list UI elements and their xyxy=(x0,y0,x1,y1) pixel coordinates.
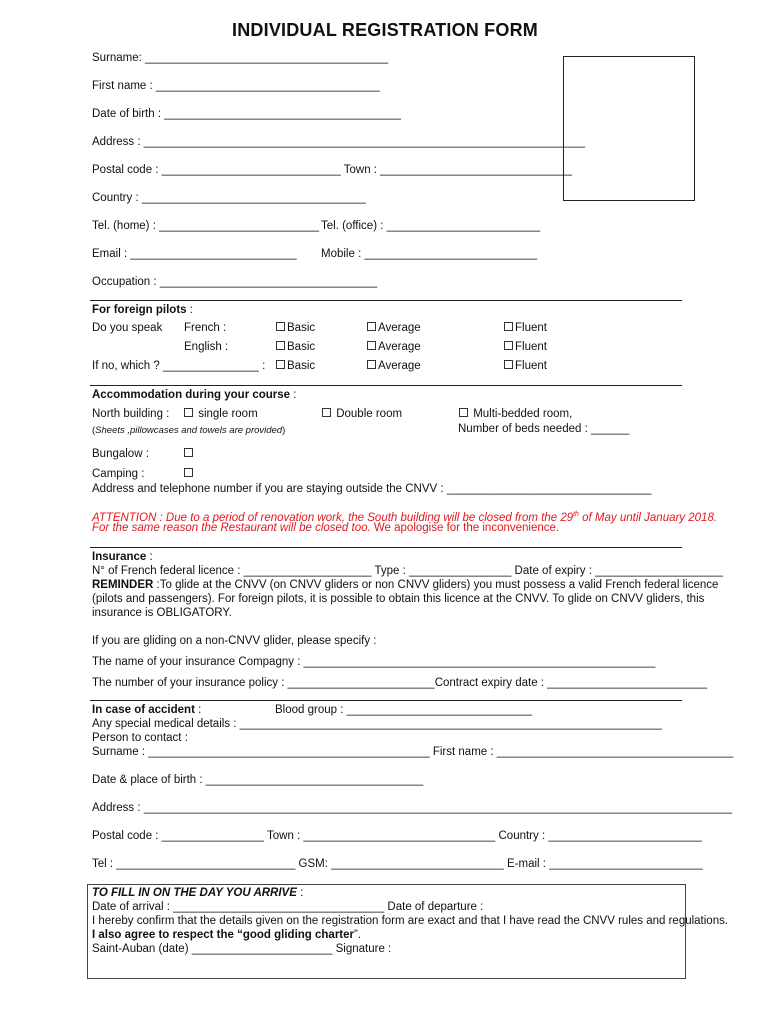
divider xyxy=(90,300,682,301)
contact-dob-field[interactable]: Date & place of birth : __________________________________ xyxy=(92,774,424,786)
checkbox-icon[interactable] xyxy=(367,341,376,350)
mobile-field[interactable]: Mobile : ___________________________ xyxy=(321,248,538,260)
outside-address-field[interactable]: Address and telephone number if you are staying outside the CNVV : ________________________________ xyxy=(92,483,652,495)
double-room-checkbox[interactable]: Double room xyxy=(322,408,402,421)
accommodation-heading: Accommodation during your course : xyxy=(92,389,297,401)
north-building-label: North building : xyxy=(92,408,170,420)
checkbox-icon[interactable] xyxy=(184,408,193,417)
divider xyxy=(90,385,682,386)
confirmation-text: I hereby confirm that the details given on the registration form are exact and that I have read the CNVV rules and regulations. xyxy=(92,915,729,927)
medical-details-field[interactable]: Any special medical details : __________________________________________________________________ xyxy=(92,718,662,730)
checkbox-icon[interactable] xyxy=(504,341,513,350)
checkbox-icon[interactable] xyxy=(504,322,513,331)
camping-label: Camping : xyxy=(92,468,145,480)
surname-field[interactable]: Surname: ______________________________________ xyxy=(92,52,389,64)
blood-group-field[interactable]: Blood group : _____________________________ xyxy=(275,704,533,716)
other-average-checkbox[interactable]: Average xyxy=(367,360,421,373)
checkbox-icon[interactable] xyxy=(504,360,513,369)
reminder-text-3: insurance is OBLIGATORY. xyxy=(92,607,232,619)
restaurant-notice: For the same reason the Restaurant will be closed too. We apologise for the inconvenience. xyxy=(92,522,560,534)
single-room-checkbox[interactable]: single room xyxy=(184,408,258,421)
beds-needed-field[interactable]: Number of beds needed : ______ xyxy=(458,423,630,435)
camping-checkbox[interactable] xyxy=(184,468,195,481)
contact-label: Person to contact : xyxy=(92,732,188,744)
bungalow-label: Bungalow : xyxy=(92,448,149,460)
sheets-note: (Sheets ,pillowcases and towels are provided) xyxy=(92,425,286,436)
first-name-field[interactable]: First name : ___________________________________ xyxy=(92,80,380,92)
divider xyxy=(90,547,682,548)
arrival-heading: TO FILL IN ON THE DAY YOU ARRIVE : xyxy=(92,887,304,899)
foreign-pilots-heading: For foreign pilots : xyxy=(92,304,193,316)
attention-notice: ATTENTION : Due to a period of renovation work, the South building will be closed from the 29th of May until January 2018. xyxy=(92,511,718,524)
non-cnvv-label: If you are gliding on a non-CNVV glider, please specify : xyxy=(92,635,377,647)
other-fluent-checkbox[interactable]: Fluent xyxy=(504,360,547,373)
french-label: French : xyxy=(184,322,227,334)
checkbox-icon[interactable] xyxy=(367,360,376,369)
address-field[interactable]: Address : _____________________________________________________________________ xyxy=(92,136,586,148)
multi-bedded-checkbox[interactable]: Multi-bedded room, xyxy=(459,408,572,421)
reminder-text-2: (pilots and passengers). For foreign pilots, it is possible to obtain this licence at the CNVV. To glide on CNVV gliders, this xyxy=(92,593,705,605)
reminder-text: REMINDER :To glide at the CNVV (on CNVV gliders or non CNVV gliders) you must possess a valid French federal licence xyxy=(92,579,719,591)
checkbox-icon[interactable] xyxy=(322,408,331,417)
other-language-field[interactable]: If no, which ? _______________ : xyxy=(92,360,266,372)
charter-agreement: I also agree to respect the “good gliding charter”. xyxy=(92,929,362,941)
checkbox-icon[interactable] xyxy=(276,341,285,350)
tel-home-field[interactable]: Tel. (home) : _________________________ xyxy=(92,220,319,232)
licence-field[interactable]: N° of French federal licence : ____________________ Type : ________________ Date of expiry : ____________________ xyxy=(92,565,724,577)
insurance-company-field[interactable]: The name of your insurance Compagny : _______________________________________________________ xyxy=(92,656,656,668)
french-fluent-checkbox[interactable]: Fluent xyxy=(504,322,547,335)
arrival-dates-field[interactable]: Date of arrival : _________________________________ Date of departure : xyxy=(92,901,484,913)
checkbox-icon[interactable] xyxy=(184,468,193,477)
insurance-heading: Insurance : xyxy=(92,551,153,563)
english-basic-checkbox[interactable]: Basic xyxy=(276,341,315,354)
english-label: English : xyxy=(184,341,229,353)
french-average-checkbox[interactable]: Average xyxy=(367,322,421,335)
occupation-field[interactable]: Occupation : __________________________________ xyxy=(92,276,378,288)
english-average-checkbox[interactable]: Average xyxy=(367,341,421,354)
checkbox-icon[interactable] xyxy=(184,448,193,457)
contact-name-field[interactable]: Surname : ____________________________________________ First name : _____________________________________ xyxy=(92,746,734,758)
tel-office-field[interactable]: Tel. (office) : ________________________ xyxy=(321,220,541,232)
checkbox-icon[interactable] xyxy=(367,322,376,331)
contact-postal-field[interactable]: Postal code : ________________ Town : ______________________________ Country : ________________________ xyxy=(92,830,702,842)
bungalow-checkbox[interactable] xyxy=(184,448,195,461)
checkbox-icon[interactable] xyxy=(276,360,285,369)
accident-heading: In case of accident : xyxy=(92,704,202,716)
form-title: INDIVIDUAL REGISTRATION FORM xyxy=(232,20,538,40)
postal-town-field[interactable]: Postal code : ____________________________ Town : ______________________________ xyxy=(92,164,573,176)
country-field[interactable]: Country : ___________________________________ xyxy=(92,192,366,204)
checkbox-icon[interactable] xyxy=(276,322,285,331)
contact-tel-field[interactable]: Tel : ____________________________ GSM: ___________________________ E-mail : ________________________ xyxy=(92,858,703,870)
email-field[interactable]: Email : __________________________ xyxy=(92,248,297,260)
other-basic-checkbox[interactable]: Basic xyxy=(276,360,315,373)
signature-field[interactable]: Saint-Auban (date) ______________________ Signature : xyxy=(92,943,392,955)
divider xyxy=(90,700,682,701)
english-fluent-checkbox[interactable]: Fluent xyxy=(504,341,547,354)
dob-field[interactable]: Date of birth : _____________________________________ xyxy=(92,108,401,120)
contact-address-field[interactable]: Address : ____________________________________________________________________________________________ xyxy=(92,802,733,814)
photo-box[interactable] xyxy=(563,56,695,201)
insurance-policy-field[interactable]: The number of your insurance policy : _______________________Contract expiry date : _________________________ xyxy=(92,677,708,689)
do-you-speak-label: Do you speak xyxy=(92,322,163,334)
checkbox-icon[interactable] xyxy=(459,408,468,417)
french-basic-checkbox[interactable]: Basic xyxy=(276,322,315,335)
